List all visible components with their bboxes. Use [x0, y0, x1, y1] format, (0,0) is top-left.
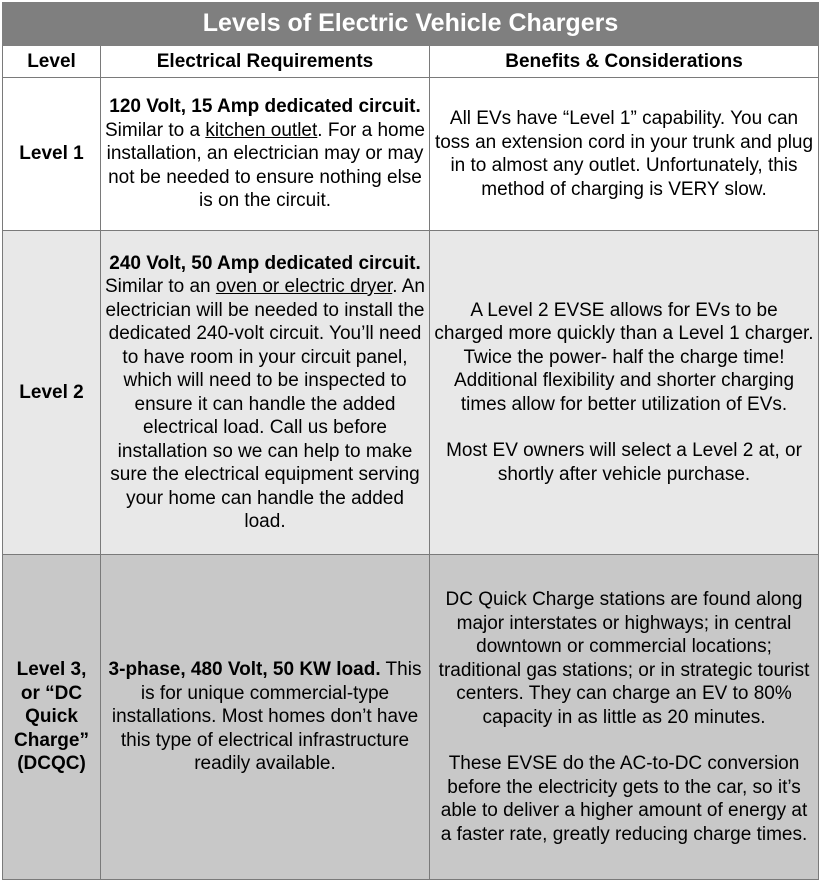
- level-cell: Level 1: [3, 78, 101, 231]
- benefits-cell: [430, 231, 819, 555]
- header-benefits-considerations: Benefits & Considerations: [430, 46, 819, 78]
- level-cell: Level 2: [3, 231, 101, 555]
- paragraph-gap: [434, 729, 814, 752]
- header-electrical-requirements: Electrical Requirements: [101, 46, 430, 78]
- header-level: Level: [3, 46, 101, 78]
- table-row-level-2: [3, 231, 819, 555]
- paragraph-gap: [434, 416, 814, 439]
- requirements-cell: [101, 78, 430, 231]
- requirements-text-pre: Similar to a: [105, 119, 206, 141]
- requirements-bold: 120 Volt, 15 Amp dedicated circuit.: [109, 96, 421, 118]
- requirements-cell: [101, 555, 430, 880]
- benefits-paragraph-1: All EVs have “Level 1” capability. You can toss an extension cord in your trunk and plug in to almost any outlet. Unfortunately, this method of charging is VERY slow.: [434, 108, 814, 200]
- benefits-cell: [430, 555, 819, 880]
- requirements-text-post: . For a home installation, an electrician may or may not be needed to ensure nothing else is on the circuit.: [106, 119, 425, 212]
- title-row: [3, 3, 819, 46]
- chargers-table: [2, 2, 819, 880]
- requirements-cell: [101, 231, 430, 555]
- benefits-paragraph-2: Most EV owners will select a Level 2 at, or shortly after vehicle purchase.: [446, 440, 802, 485]
- requirements-text-post: . An electrician will be needed to install the dedicated 240-volt circuit. You’ll need to have room in your circuit panel, which will need to be inspected to ensure it can handle the added electrical load. Call us before installation so we can help to make sure the electrical equipment serving your home can handle the added load.: [105, 276, 425, 532]
- benefits-paragraph-2: These EVSE do the AC-to-DC conversion before the electricity gets to the car, so it’s able to deliver a higher amount of energy at a faster rate, greatly reducing charge times.: [440, 753, 808, 845]
- requirements-bold: 240 Volt, 50 Amp dedicated circuit.: [109, 252, 421, 274]
- requirements-text-post: This is for unique commercial-type installations. Most homes don’t have this type of electrical infrastructure readily available.: [111, 659, 422, 775]
- requirements-text-pre: Similar to an: [105, 276, 216, 297]
- table-title: Levels of Electric Vehicle Chargers: [3, 3, 819, 46]
- requirements-link: kitchen outlet: [205, 119, 318, 141]
- requirements-link: oven or electric dryer: [215, 276, 393, 297]
- chargers-table-container: [2, 2, 818, 880]
- table-row-level-1: [3, 78, 819, 231]
- benefits-cell: [430, 78, 819, 231]
- requirements-bold: 3-phase, 480 Volt, 50 KW load.: [108, 659, 381, 681]
- benefits-paragraph-1: DC Quick Charge stations are found along major interstates or highways; in central downtown or commercial locations; traditional gas stations; or in strategic tourist centers. They can charge an EV to 80% capacity in as little as 20 minutes.: [438, 589, 810, 728]
- benefits-paragraph-1: A Level 2 EVSE allows for EVs to be charged more quickly than a Level 1 charger. Twice the power- half the charge time! Additional flexibility and shorter charging times allow for better utilization of EVs.: [434, 299, 814, 415]
- header-row: [3, 46, 819, 78]
- level-cell: Level 3, or “DC Quick Charge” (DCQC): [3, 555, 101, 880]
- table-row-level-3: [3, 555, 819, 880]
